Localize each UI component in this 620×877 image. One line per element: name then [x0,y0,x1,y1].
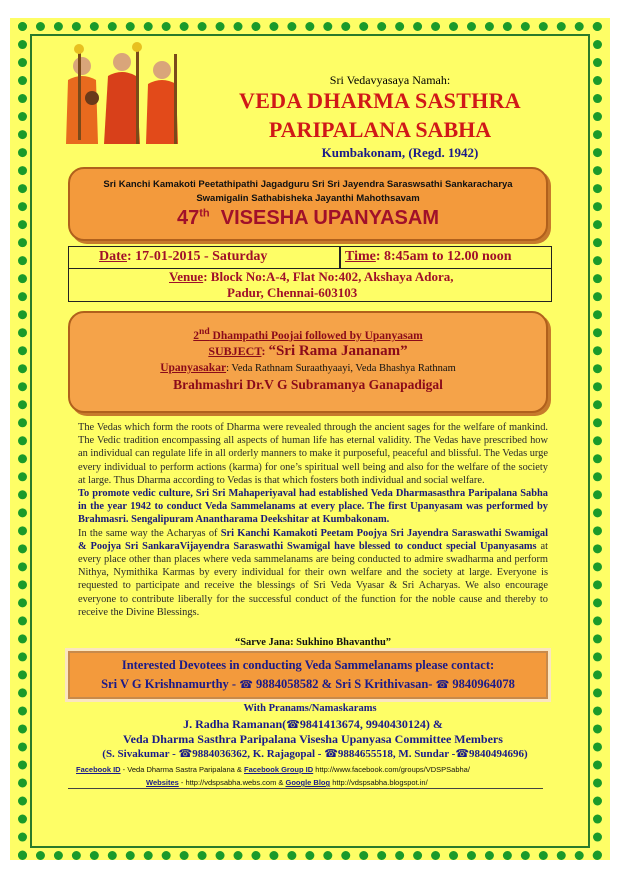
contact-heading: Interested Devotees in conducting Veda Sammelanams please contact: [121,658,495,672]
facebook-group-link[interactable]: Facebook Group ID [244,765,314,774]
event-title [70,207,546,230]
google-blog-url[interactable]: http://vdspsabha.blogspot.in/ [330,778,428,787]
links-underline [68,788,543,789]
poojai-text: Dhampathi Poojai followed by Upanyasam [209,329,423,342]
paragraph-vedas: The Vedas which form the roots of Dharma were revealed through the ancient sages for the welfare of mankind. The Vedic tradition encompassing all aspects of human life has eternal validity. The Vedas have prescribed how an individual can regulate life in all orderly manners to make it purposeful, peaceful and blissful. The Vedas urge every individual to perform actions (karma) for one’s spiritual well being and also for the welfare of the society at large. Thus Dharma according to Vedas is that which fosters both individual and social welfare. [78,422,548,486]
speaker-name: Brahmashri Dr.V G Subramanya Ganapadigal [173,377,443,392]
committee-line: Veda Dharma Sasthra Paripalana Visesha Upanyasa Committee Members [123,732,503,746]
google-blog-link[interactable]: Google Blog [285,778,331,787]
event-number: 47 [177,207,200,229]
venue-line-1 [169,269,453,285]
facebook-id-text: - Veda Dharma Sastra Paripalana & [120,765,244,774]
paragraph-history: To promote vedic culture, Sri Sri Mahaperiyaval had established Veda Dharmasasthra Paripalana Sabha in the year 1942 to conduct Veda Sammelanams at every place. The first Upanyasam was performed by Brahmasri. Sengalipuram Anantharama Deekshitar at Kumbakonam. [78,488,548,526]
websites-link[interactable]: Websites [146,778,179,787]
with-pranams: With Pranams/Namaskarams [243,703,377,714]
facebook-links [76,765,470,774]
time-value: : 8:45am to 12.00 noon [375,249,512,264]
program-banner [68,311,548,413]
speaker-titles: : Veda Rathnam Suraathyaayi, Veda Bhashya Rathnam [226,363,456,374]
links-box [68,763,558,791]
subject-line: SUBJECT: “Sri Rama Jananam” [208,343,408,359]
venue-value: : Block No:A-4, Flat No:402, Akshaya Adora, [203,269,454,284]
phone-icon: ☎ [455,747,470,760]
facebook-group-url[interactable]: http://www.facebook.com/groups/VDSPSabha/ [313,765,470,774]
member-4: 9840494696) [469,748,528,760]
event-line-1: Sri Kanchi Kamakoti Peetathipathi Jagadguru Sri Sri Jayendra Saraswsathi Sankaracharya [103,179,513,190]
speaker-line [70,362,546,374]
poojai-line [70,326,546,342]
venue-line-2: Padur, Chennai-603103 [227,285,358,300]
contact-phone-2: 9840964078 [449,677,515,691]
phone-icon: ☎ [324,747,338,760]
websites-url[interactable]: - http://vdspsabha.webs.com & [178,778,286,787]
paragraph-acharyas [78,527,548,619]
phone-icon: ☎ [435,678,450,691]
members-line [72,747,558,760]
organization-subtitle: Kumbakonam, (Regd. 1942) [321,145,479,160]
subject-value: “Sri Rama Jananam” [268,343,408,359]
contact-person-1: Sri V G Krishnamurthy - [101,677,240,691]
member-3: 9884655518, M. Sundar - [337,748,456,760]
poojai-ordinal-suffix: nd [199,326,210,337]
event-line-2: Swamigalin Sathabisheka Jayanthi Mahothsavam [196,193,420,204]
signatory-name: J. Radha Ramanan( [183,717,287,731]
schedule-box [68,246,552,302]
event-number-suffix: th [199,207,210,220]
subject-label: SUBJECT [208,344,262,358]
contact-persons [70,677,546,692]
acharyas-image [58,40,188,148]
date-value: : 17-01-2015 - Saturday [127,249,268,264]
slogan: “Sarve Jana: Sukhino Bhavanthu” [234,637,392,648]
phone-icon: ☎ [178,747,193,760]
contact-banner [68,651,548,699]
body-text [78,421,548,619]
venue-label: Venue [169,269,204,284]
time-field [345,249,512,265]
organization-title-line-1: VEDA DHARMA SASTHRA [239,88,521,113]
member-2: 9884036362, K. Rajagopal - [192,748,325,760]
facebook-id-link[interactable]: Facebook ID [76,765,121,774]
organization-title-line-2: PARIPALANA SABHA [268,117,492,142]
signatory-line [78,717,548,732]
date-label: Date [99,249,127,264]
schedule-divider [339,247,341,268]
date-field [99,249,267,265]
phone-icon: ☎ [239,678,253,691]
web-links [146,778,428,787]
event-banner [68,167,548,241]
member-1: (S. Sivakumar - [102,748,179,760]
speaker-label: Upanyasakar [160,362,227,374]
signatory-phones: 9841413674, 9940430124) & [299,717,443,731]
event-name: VISESHA UPANYASAM [220,207,439,229]
invocation-text: Sri Vedavyasaya Namah: [329,73,451,87]
paragraph-acharyas-bold: Sri Kanchi Kamakoti Peetam Poojya Sri Jayendra Saraswathi Swamigal & Poojya Sri SankaraVijayendra Saraswathi Swamigal have blessed to conduct special Upanyasams [78,527,549,552]
contact-joiner: & Sri S Krithivasan- [318,677,436,691]
paragraph-acharyas-rest: at every place other than places where veda sammelanams are being conducted to admire swadharma and perform Nithya, Nymithika Karmas by every individual for their own welfare and the society at large. Everyone is requested to participate and receive the blessings of Sri Veda Vyasar & Sri Acharyas. We also encourage everyone to contribute liberally for the successful conduct of the function for the noble cause and thereby to receive the Divine Blessings. [78,540,548,618]
time-label: Time [345,249,376,264]
phone-icon: ☎ [286,718,300,731]
contact-phone-1: 9884058582 [252,677,319,691]
paragraph-acharyas-intro: In the same way the Acharyas of [78,527,221,539]
poojai-ordinal: 2 [193,329,199,342]
